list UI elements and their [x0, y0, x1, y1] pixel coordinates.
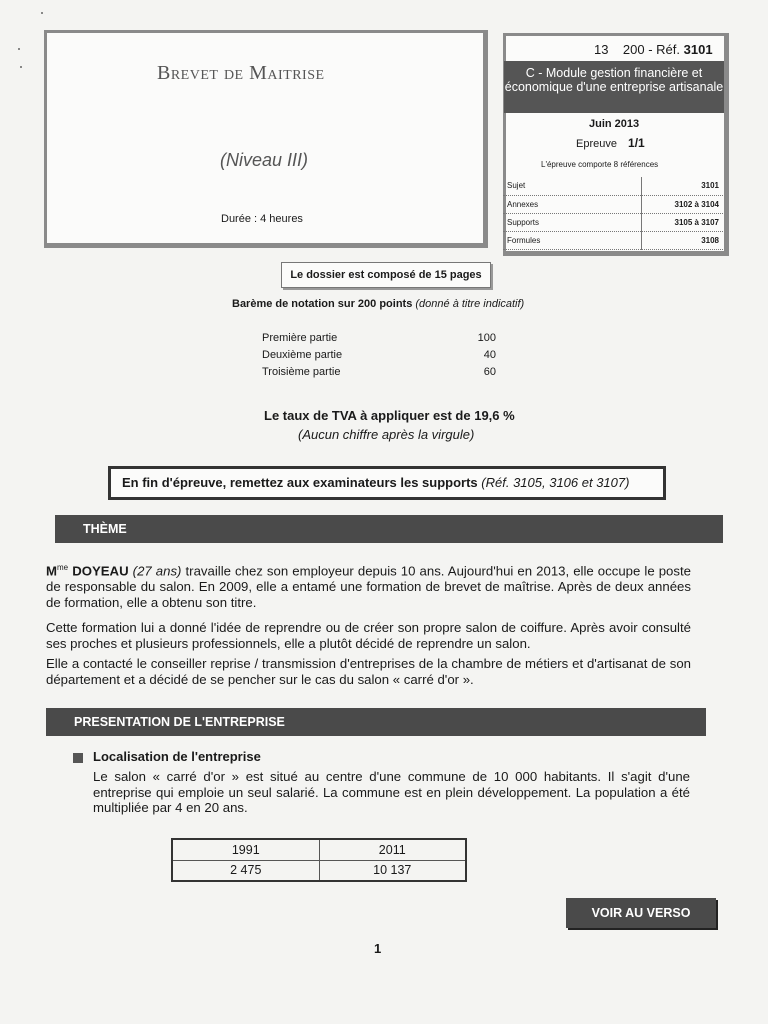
localisation-title: Localisation de l'entreprise [93, 749, 261, 764]
scan-speck [41, 12, 43, 14]
session-date: Juin 2013 [589, 118, 640, 130]
ref-value: 3101 [641, 177, 723, 195]
population-cell: 2 475 [172, 860, 319, 881]
dossier-notice: Le dossier est composé de 15 pages [281, 262, 491, 288]
parts-points [476, 330, 496, 381]
part-label: Troisième partie [262, 366, 341, 378]
population-cell: 10 137 [319, 860, 466, 881]
references-table [503, 177, 723, 250]
bareme-note: (donné à titre indicatif) [415, 298, 525, 310]
theme-text-1: travaille chez son employeur depuis 10 ans. Aujourd'hui en 2013, elle occupe le poste de responsable du salon. En 2009, elle a entamé une formation de brevet de maîtrise. Après de deux années de formation, elle a obtenu son titre. [46, 563, 691, 610]
localisation-text: Le salon « carré d'or » est situé au centre d'une commune de 10 000 habitants. Il s'agit d'une entreprise qui emploie un seul salarié. La commune est en plein développement. La population a été multipliée par 4 en 20 ans. [93, 769, 690, 815]
table-row [172, 839, 466, 860]
ref-label: Annexes [503, 195, 641, 213]
page-number: 1 [374, 941, 382, 956]
population-table [171, 838, 467, 882]
theme-paragraph-1 [46, 560, 691, 610]
year-cell: 2011 [319, 839, 466, 860]
table-row [503, 195, 723, 213]
tva-rate: Le taux de TVA à appliquer est de 19,6 % [264, 408, 515, 423]
references-note: L'épreuve comporte 8 références [541, 160, 659, 169]
ref-label: Supports [503, 213, 641, 231]
year-cell: 1991 [172, 839, 319, 860]
tva-note: (Aucun chiffre après la virgule) [298, 427, 475, 442]
table-row [503, 213, 723, 231]
bareme-line [232, 298, 524, 310]
ref-value: 3108 [641, 231, 723, 249]
table-row [172, 860, 466, 881]
theme-paragraph-3: Elle a contacté le conseiller reprise / transmission d'entreprises de la chambre de métiers et d'artisanat de son département et a décidé de se pencher sur le cas du salon « carré d'or ». [46, 656, 691, 687]
ref-label: Formules [503, 231, 641, 249]
ref-value: 3105 à 3107 [641, 213, 723, 231]
epreuve-label: Epreuve [576, 138, 617, 150]
part-points: 40 [483, 349, 496, 361]
end-notice-text: En fin d'épreuve, remettez aux examinateurs les supports [122, 475, 478, 490]
title-prefix: M [46, 563, 57, 579]
ref-number: 3101 [683, 42, 713, 57]
exam-code: 13 [594, 42, 609, 57]
scan-speck [20, 66, 22, 68]
scan-speck [18, 48, 20, 50]
table-row [503, 231, 723, 249]
reference-line [594, 42, 713, 57]
epreuve-line [576, 136, 645, 150]
exam-title: Brevet de Maitrise [157, 62, 325, 84]
part-points: 60 [483, 366, 496, 378]
parts-labels [262, 330, 342, 381]
part-label: Première partie [262, 332, 338, 344]
epreuve-value: 1/1 [628, 136, 645, 150]
presentation-heading: PRESENTATION DE L'ENTREPRISE [46, 708, 706, 736]
part-label: Deuxième partie [262, 349, 343, 361]
title-sup: me [57, 563, 69, 572]
ref-value: 3102 à 3104 [641, 195, 723, 213]
end-notice-refs: (Réf. 3105, 3106 et 3107) [481, 475, 630, 490]
person-name: DOYEAU [72, 563, 129, 579]
end-of-exam-notice [108, 466, 666, 500]
part-points: 100 [477, 332, 496, 344]
ref-prefix: 200 - Réf. [622, 42, 681, 57]
see-verso-label: VOIR AU VERSO [566, 898, 716, 928]
exam-duration: Durée : 4 heures [221, 213, 303, 225]
bareme-text: Barème de notation sur 200 points [232, 298, 413, 310]
ref-label: Sujet [503, 177, 641, 195]
exam-level: (Niveau III) [220, 150, 309, 170]
person-age: (27 ans) [132, 563, 182, 579]
module-banner: C - Module gestion financière et économique d'une entreprise artisanale [504, 61, 724, 113]
square-bullet-icon [73, 753, 83, 763]
theme-heading: THÈME [55, 515, 723, 543]
theme-paragraph-2: Cette formation lui a donné l'idée de reprendre ou de créer son propre salon de coiffure. Après avoir consulté ses proches et plusieurs professionnels, elle a plutôt décidé de reprendre un salon. [46, 620, 691, 651]
table-row [503, 177, 723, 195]
